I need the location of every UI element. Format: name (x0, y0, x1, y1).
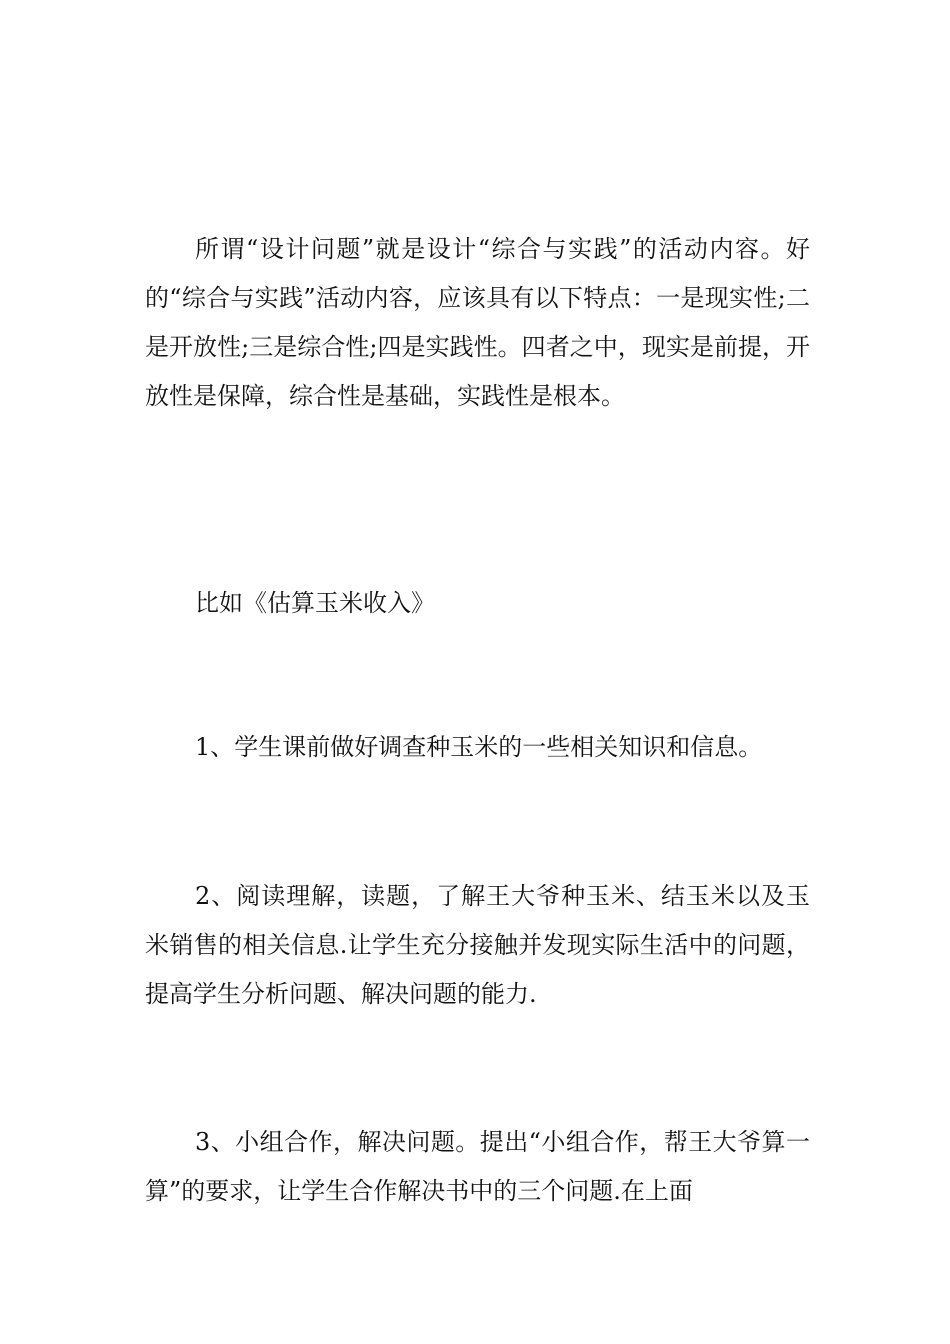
paragraph-design-problem: 所谓“设计问题”就是设计“综合与实践”的活动内容。好的“综合与实践”活动内容，应该具有以下特点：一是现实性;二是开放性;三是综合性;四是实践性。四者之中，现实是前提，开放性是保障，综合性是基础，实践性是根本。 (145, 235, 810, 410)
paragraph-step-2: 2、阅读理解，读题，了解王大爷种玉米、结玉米以及玉米销售的相关信息.让学生充分接触并发现实际生活中的问题，提高学生分析问题、解决问题的能力. (145, 882, 810, 1008)
paragraph-step-1: 1、学生课前做好调查种玉米的一些相关知识和信息。 (195, 733, 763, 761)
paragraph-step-3: 3、小组合作，解决问题。提出“小组合作，帮王大爷算一算”的要求，让学生合作解决书中的三个问题.在上面 (145, 1128, 810, 1205)
paragraph-example-title: 比如《估算玉米收入》 (195, 589, 435, 617)
